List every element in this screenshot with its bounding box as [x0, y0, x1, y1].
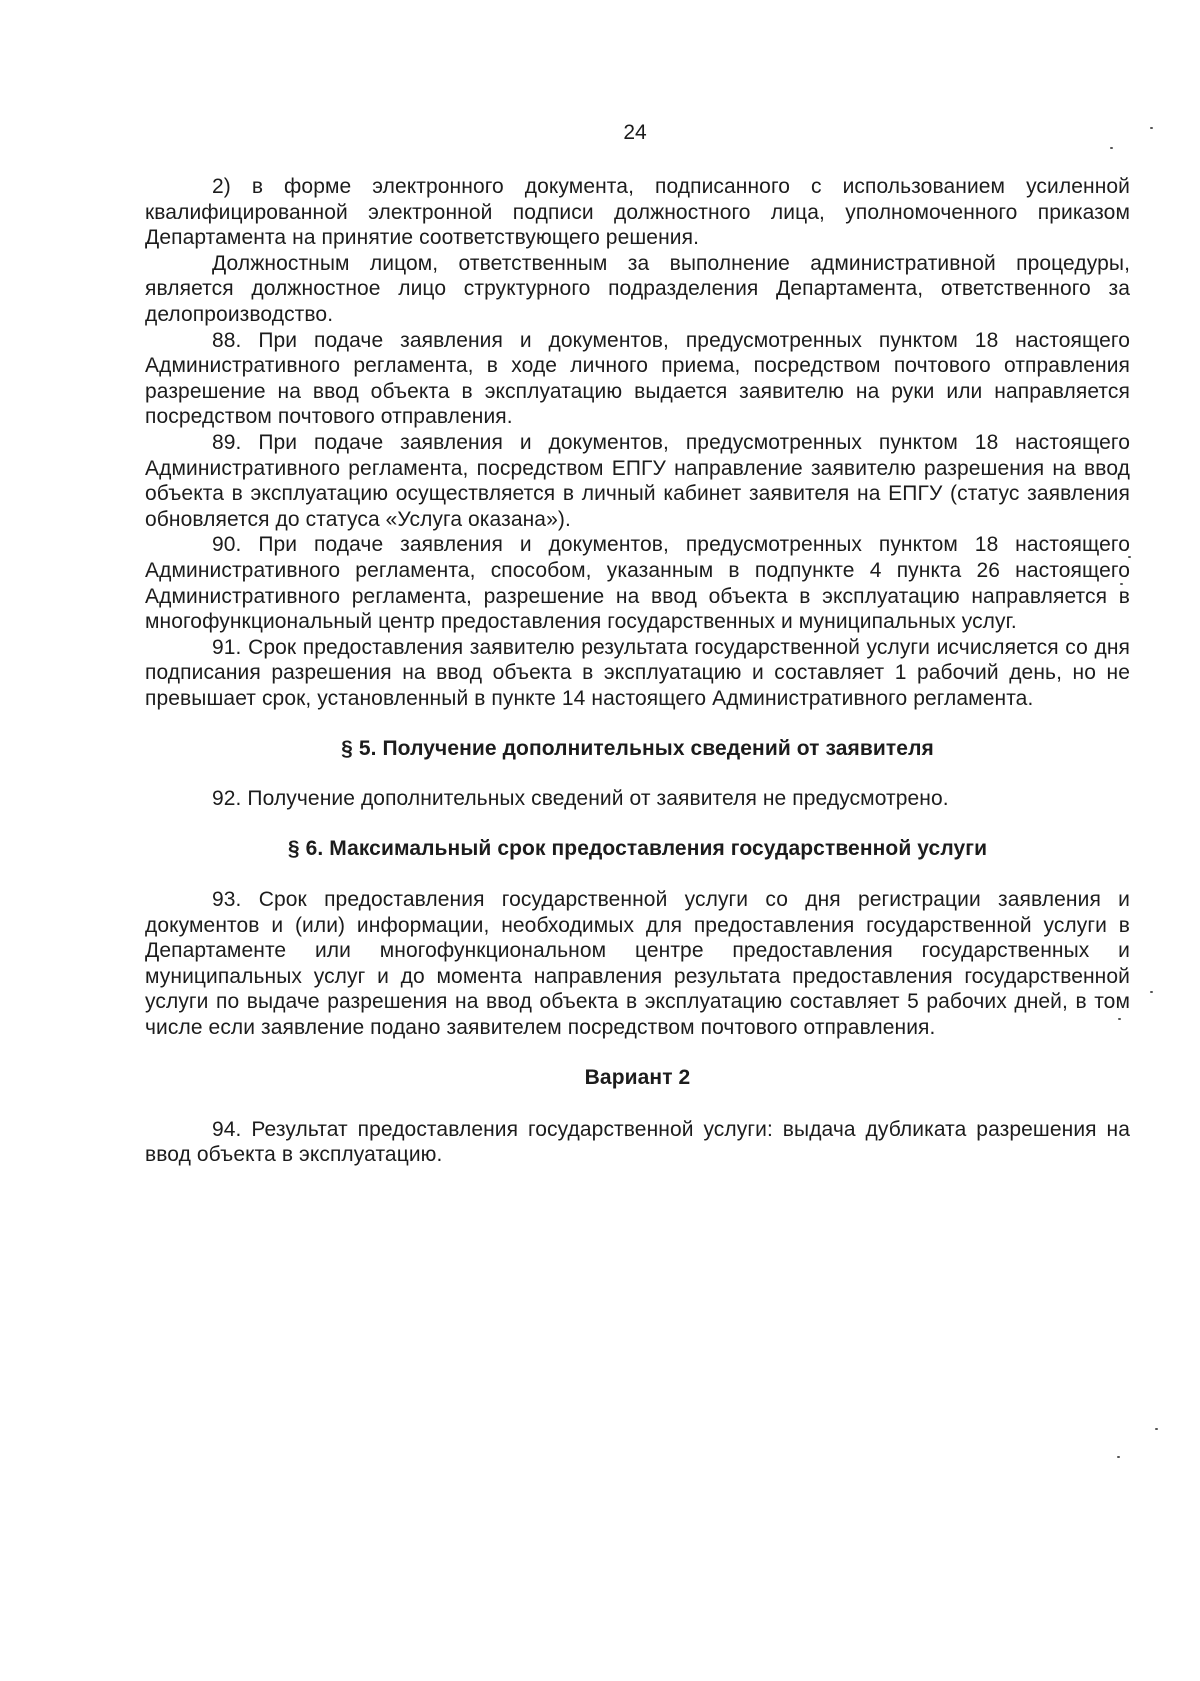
paragraph-responsible-official: Должностным лицом, ответственным за выполнение административной процедуры, является должностное лицо структурного подразделения Департамента, ответственного за делопроизводство. — [145, 251, 1130, 326]
paragraph-93: 93. Срок предоставления государственной услуги со дня регистрации заявления и документов и (или) информации, необходимых для предоставления государственной услуги в Департаменте или многофункциональном центре предоставления государственных и муниципальных услуг и до момента направления результата предоставления государственной услуги по выдаче разрешения на ввод объекта в эксплуатацию составляет 5 рабочих дней, в том числе если заявление подано заявителем посредством почтового отправления. — [145, 888, 1130, 1040]
scan-speck — [1110, 147, 1113, 149]
paragraph-electronic-document: 2) в форме электронного документа, подписанного с использованием усиленной квалифицированной электронной подписи должностного лица, уполномоченного приказом Департамента на принятие соответствующего решения. — [145, 175, 1130, 250]
section-5-heading: § 5. Получение дополнительных сведений от заявителя — [341, 737, 934, 761]
scan-speck — [1118, 1018, 1121, 1020]
paragraph-91: 91. Срок предоставления заявителю результата государственной услуги исчисляется со дня подписания разрешения на ввод объекта в эксплуатацию и составляет 1 рабочий день, но не превышает срок, установленный в пункте 14 настоящего Административного регламента. — [145, 635, 1130, 710]
variant-heading: Вариант 2 — [584, 1065, 691, 1089]
scan-speck — [1120, 583, 1123, 585]
page-number: 24 — [623, 121, 647, 144]
paragraph-94: 94. Результат предоставления государственной услуги: выдача дубликата разрешения на ввод объекта в эксплуатацию. — [145, 1117, 1130, 1167]
document-body — [145, 174, 1130, 1168]
paragraph-88: 88. При подаче заявления и документов, предусмотренных пунктом 18 настоящего Административного регламента, в ходе личного приема, посредством почтового отправления разрешение на ввод объекта в эксплуатацию выдается заявителю на руки или направляется посредством почтового отправления. — [145, 328, 1130, 429]
scan-speck — [1117, 1456, 1120, 1458]
paragraph-92: 92. Получение дополнительных сведений от заявителя не предусмотрено. — [212, 787, 949, 811]
scan-speck — [1150, 991, 1153, 993]
scan-speck — [1128, 556, 1131, 558]
scan-speck — [1155, 1428, 1158, 1430]
scan-speck — [1150, 127, 1153, 129]
paragraph-89: 89. При подаче заявления и документов, предусмотренных пунктом 18 настоящего Административного регламента, посредством ЕПГУ направление заявителю разрешения на ввод объекта в эксплуатацию осуществляется в личный кабинет заявителя на ЕПГУ (статус заявления обновляется до статуса «Услуга оказана»). — [145, 430, 1130, 531]
paragraph-90: 90. При подаче заявления и документов, предусмотренных пунктом 18 настоящего Административного регламента, способом, указанным в подпункте 4 пункта 26 настоящего Административного регламента, разрешение на ввод объекта в эксплуатацию направляется в многофункциональный центр предоставления государственных и муниципальных услуг. — [145, 533, 1130, 634]
section-6-heading: § 6. Максимальный срок предоставления государственной услуги — [287, 837, 988, 861]
